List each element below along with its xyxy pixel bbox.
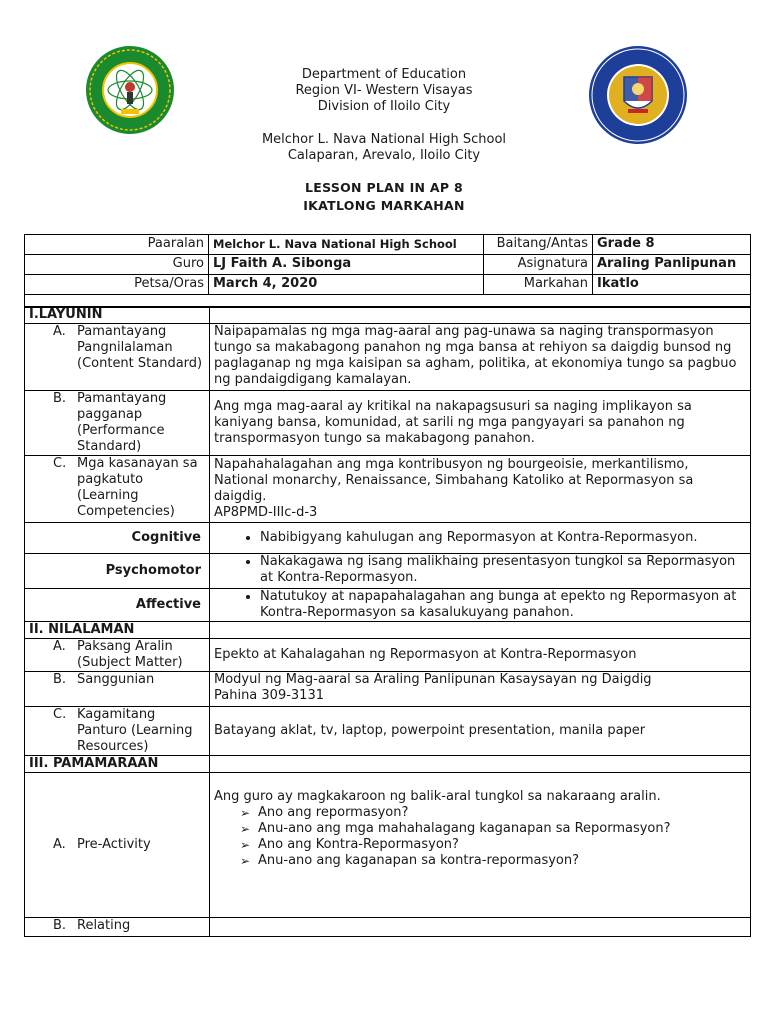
layunin-b-cell (25, 391, 210, 456)
table-row (25, 639, 751, 672)
petsa-label: Petsa/Oras (25, 275, 209, 295)
guro-label: Guro (25, 255, 209, 275)
division-name: Division of Iloilo City (317, 99, 451, 114)
table-row (25, 707, 751, 756)
school-address: Calaparan, Arevalo, Iloilo City (287, 148, 481, 163)
header-office (0, 67, 768, 115)
layunin-a-label: Pamantayang Pangnilalaman (Content Standard) (77, 324, 203, 371)
item-letter: C. (53, 456, 67, 471)
item-letter: C. (53, 707, 67, 722)
cognitive-label: Cognitive (25, 523, 210, 554)
table-row (25, 589, 751, 622)
info-row (25, 275, 751, 295)
pre-activity-cell (25, 773, 210, 918)
nilalaman-b-cell (25, 672, 210, 707)
info-row (25, 255, 751, 275)
layunin-b-text: Ang mga mag-aaral ay kritikal na nakapagsusuri sa naging implikayon sa kaniyang bansa, komunidad, at sarili ng mga pangyayari sa panahon ng transpormasyon tungo sa makabagong panahon. (210, 391, 751, 456)
layunin-a-cell (25, 324, 210, 391)
affective-label: Affective (25, 589, 210, 622)
pre-activity-content (210, 773, 751, 918)
cognitive-cell (210, 523, 751, 554)
table-row (25, 773, 751, 918)
nilalaman-a-cell (25, 639, 210, 672)
school-name: Melchor L. Nava National High School (261, 132, 507, 147)
empty-cell (210, 622, 751, 639)
nilalaman-c-cell (25, 707, 210, 756)
layunin-a-text: Naipapamalas ng mga mag-aaral ang pag-unawa sa naging transpormasyon tungo sa makabagong panahon ng mga bansa at rehiyon sa daigdig bunsod ng paglaganap ng mga kaisipan sa agham, politika, at ekonomiya tungo sa pagbuo ng pandaigdigang kamalayan. (210, 324, 751, 391)
pre-activity-label: Pre-Activity (77, 837, 151, 852)
section-row (25, 622, 751, 639)
paaralan-value: Melchor L. Nava National High School (209, 235, 484, 255)
question-list (214, 805, 746, 869)
item-letter: B. (53, 672, 67, 687)
lesson-plan-title: LESSON PLAN IN AP 8 (304, 180, 464, 195)
layunin-c-cell (25, 456, 210, 523)
nilalaman-a-text: Epekto at Kahalagahan ng Repormasyon at Kontra-Repormasyon (210, 639, 751, 672)
section-row (25, 307, 751, 324)
question-item: ➢ Anu-ano ang mga mahahalagang kaganapan sa Repormasyon? (258, 821, 746, 837)
empty-cell (210, 307, 751, 324)
pamamaraan-heading: III. PAMAMARAAN (25, 756, 210, 773)
table-row (25, 391, 751, 456)
item-letter: A. (53, 324, 66, 339)
psychomotor-label: Psychomotor (25, 554, 210, 589)
relating-label: Relating (77, 918, 131, 933)
petsa-value: March 4, 2020 (209, 275, 484, 295)
nilalaman-heading: II. NILALAMAN (25, 622, 210, 639)
affective-cell (210, 589, 751, 622)
nilalaman-b-pages: Pahina 309-3131 (214, 688, 324, 703)
nilalaman-a-label: Paksang Aralin (Subject Matter) (77, 639, 183, 670)
cognitive-text: • Nabibigyang kahulugan ang Repormasyon at Kontra-Repormasyon. (260, 530, 746, 546)
asignatura-value: Araling Panlipunan (593, 255, 751, 275)
item-letter: A. (53, 639, 66, 654)
markahan-label: Markahan (484, 275, 593, 295)
layunin-b-label: Pamantayang pagganap (Performance Standard) (77, 391, 167, 454)
psychomotor-cell (210, 554, 751, 589)
info-table (24, 234, 751, 308)
nilalaman-b-cell-text (210, 672, 751, 707)
affective-text: • Natutukoy at napapahalagahan ang bunga at epekto ng Repormasyon at Kontra-Repormasyon sa kasalukuyang panahon. (260, 589, 746, 621)
psychomotor-text: • Nakakagawa ng isang malikhaing presentasyon tungkol sa Repormasyon at Kontra-Repormasyon. (260, 554, 746, 586)
info-row (25, 235, 751, 255)
lesson-table (24, 306, 751, 937)
relating-cell (25, 918, 210, 937)
section-row (25, 756, 751, 773)
layunin-c-cell-text (210, 456, 751, 523)
guro-value: LJ Faith A. Sibonga (209, 255, 484, 275)
region-name: Region VI- Western Visayas (295, 83, 473, 98)
empty-cell (210, 756, 751, 773)
table-row (25, 554, 751, 589)
layunin-heading: I.LAYUNIN (25, 307, 210, 324)
item-letter: A. (53, 837, 66, 852)
baitang-value: Grade 8 (593, 235, 751, 255)
table-row (25, 456, 751, 523)
markahan-value: Ikatlo (593, 275, 751, 295)
nilalaman-b-label: Sanggunian (77, 672, 155, 687)
competency-code: AP8PMD-IIIc-d-3 (214, 505, 318, 520)
asignatura-label: Asignatura (484, 255, 593, 275)
nilalaman-c-label: Kagamitang Panturo (Learning Resources) (77, 707, 193, 754)
table-row (25, 324, 751, 391)
empty-cell (210, 918, 751, 937)
question-item: ➢ Anu-ano ang kaganapan sa kontra-repormasyon? (258, 853, 746, 869)
table-row (25, 918, 751, 937)
nilalaman-b-text: Modyul ng Mag-aaral sa Araling Panlipunan Kasaysayan ng Daigdig (214, 672, 652, 687)
dept-name: Department of Education (301, 67, 467, 82)
header-school (0, 132, 768, 164)
layunin-c-text: Napahahalagahan ang mga kontribusyon ng bourgeoisie, merkantilismo, National monarchy, Renaissance, Simbahang Katoliko at Repormasyon sa daigdig. (214, 457, 694, 504)
question-item: ➢ Ano ang repormasyon? (258, 805, 746, 821)
baitang-label: Baitang/Antas (484, 235, 593, 255)
layunin-c-label: Mga kasanayan sa pagkatuto (Learning Competencies) (77, 456, 198, 519)
nilalaman-c-text: Batayang aklat, tv, laptop, powerpoint presentation, manila paper (210, 707, 751, 756)
pre-activity-intro: Ang guro ay magkakaroon ng balik-aral tungkol sa nakaraang aralin. (214, 789, 661, 804)
item-letter: B. (53, 391, 67, 406)
paaralan-label: Paaralan (25, 235, 209, 255)
table-row (25, 672, 751, 707)
quarter-title: IKATLONG MARKAHAN (303, 198, 465, 213)
item-letter: B. (53, 918, 67, 933)
table-row (25, 523, 751, 554)
question-item: ➢ Ano ang Kontra-Repormasyon? (258, 837, 746, 853)
